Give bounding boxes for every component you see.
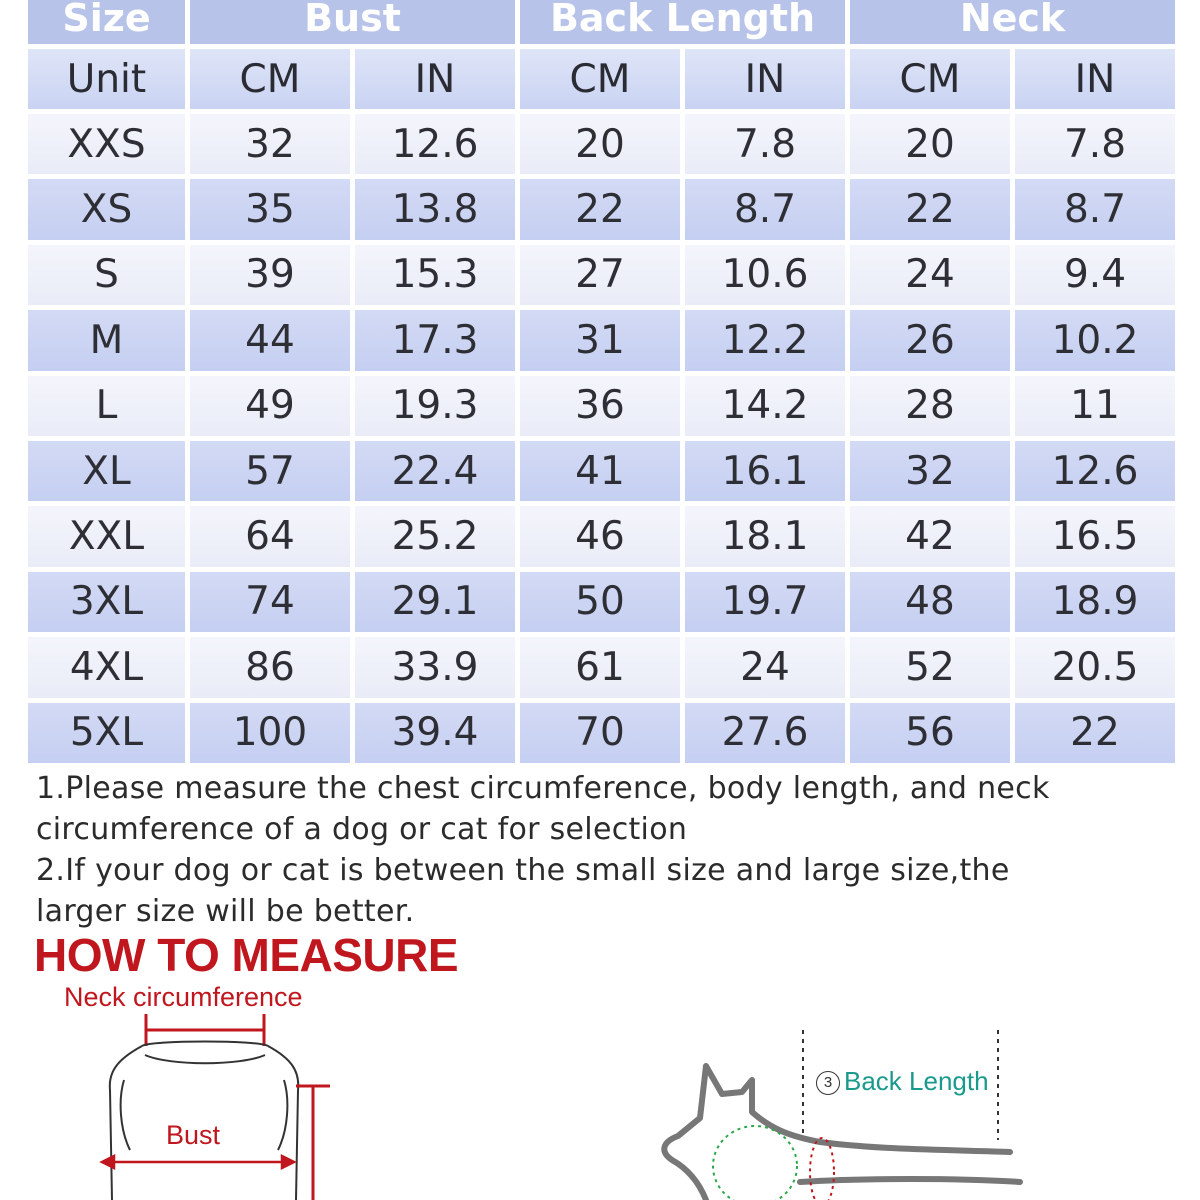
size-chart-table [28, 0, 1172, 768]
table-cell-bust-in: 15.3 [355, 245, 515, 305]
table-cell-back-in: 19.7 [685, 572, 845, 632]
table-cell-bust-in: 19.3 [355, 376, 515, 436]
bust-measure-arrow [102, 1156, 294, 1168]
table-cell-neck-cm: 32 [850, 441, 1010, 501]
table-cell-bust-in: 39.4 [355, 703, 515, 763]
table-cell-back-cm: 46 [520, 506, 680, 566]
table-cell-size: XS [28, 179, 185, 239]
table-cell-size: XXL [28, 506, 185, 566]
table-cell-size: XL [28, 441, 185, 501]
neck-loop-marker [713, 1126, 797, 1200]
header-bust: Bust [190, 0, 515, 44]
table-cell-bust-cm: 49 [190, 376, 350, 436]
unit-neck-in: IN [1015, 49, 1175, 109]
table-cell-neck-in: 20.5 [1015, 637, 1175, 697]
table-cell-size: S [28, 245, 185, 305]
size-notes [36, 768, 1156, 932]
table-cell-neck-in: 9.4 [1015, 245, 1175, 305]
header-neck: Neck [850, 0, 1175, 44]
table-cell-back-in: 18.1 [685, 506, 845, 566]
number-three-icon: 3 [816, 1071, 840, 1095]
table-cell-neck-in: 22 [1015, 703, 1175, 763]
table-cell-size: M [28, 310, 185, 370]
table-cell-bust-cm: 32 [190, 114, 350, 174]
table-cell-size: L [28, 376, 185, 436]
table-cell-neck-cm: 22 [850, 179, 1010, 239]
table-cell-size: 4XL [28, 637, 185, 697]
note-2-line-2: larger size will be better. [36, 894, 415, 929]
table-cell-back-cm: 36 [520, 376, 680, 436]
table-cell-bust-cm: 57 [190, 441, 350, 501]
table-cell-back-in: 10.6 [685, 245, 845, 305]
neck-circumference-label: Neck circumference [64, 982, 303, 1012]
table-cell-back-in: 12.2 [685, 310, 845, 370]
table-cell-neck-in: 11 [1015, 376, 1175, 436]
unit-bust-cm: CM [190, 49, 350, 109]
chest-loop-marker [810, 1138, 834, 1200]
table-cell-neck-cm: 20 [850, 114, 1010, 174]
table-cell-bust-cm: 86 [190, 637, 350, 697]
table-cell-bust-cm: 44 [190, 310, 350, 370]
unit-bust-in: IN [355, 49, 515, 109]
table-cell-bust-cm: 74 [190, 572, 350, 632]
table-cell-size: 3XL [28, 572, 185, 632]
length-measure-bracket [296, 1086, 330, 1200]
table-cell-back-in: 14.2 [685, 376, 845, 436]
header-back-length: Back Length [520, 0, 845, 44]
table-cell-bust-in: 33.9 [355, 637, 515, 697]
table-cell-neck-in: 7.8 [1015, 114, 1175, 174]
table-cell-bust-cm: 100 [190, 703, 350, 763]
table-cell-neck-cm: 48 [850, 572, 1010, 632]
table-cell-bust-in: 29.1 [355, 572, 515, 632]
table-cell-neck-cm: 26 [850, 310, 1010, 370]
table-cell-bust-in: 12.6 [355, 114, 515, 174]
table-cell-bust-cm: 35 [190, 179, 350, 239]
unit-neck-cm: CM [850, 49, 1010, 109]
table-cell-back-cm: 31 [520, 310, 680, 370]
table-cell-bust-in: 22.4 [355, 441, 515, 501]
table-cell-bust-cm: 64 [190, 506, 350, 566]
note-1-line-1: 1.Please measure the chest circumference, body length, and neck [36, 771, 1050, 806]
measure-diagram [0, 960, 1200, 1200]
table-cell-neck-in: 16.5 [1015, 506, 1175, 566]
table-cell-neck-in: 10.2 [1015, 310, 1175, 370]
note-2-line-1: 2.If your dog or cat is between the small size and large size,the [36, 853, 1010, 888]
note-1-line-2: circumference of a dog or cat for selection [36, 812, 688, 847]
table-cell-back-in: 24 [685, 637, 845, 697]
table-cell-back-cm: 61 [520, 637, 680, 697]
table-cell-neck-cm: 52 [850, 637, 1010, 697]
header-size: Size [28, 0, 185, 44]
table-cell-neck-cm: 28 [850, 376, 1010, 436]
table-cell-neck-cm: 56 [850, 703, 1010, 763]
table-cell-back-cm: 20 [520, 114, 680, 174]
table-cell-size: XXS [28, 114, 185, 174]
table-cell-neck-cm: 42 [850, 506, 1010, 566]
table-cell-back-cm: 22 [520, 179, 680, 239]
table-cell-back-cm: 50 [520, 572, 680, 632]
unit-label: Unit [28, 49, 185, 109]
table-cell-back-cm: 27 [520, 245, 680, 305]
table-cell-bust-in: 25.2 [355, 506, 515, 566]
table-cell-bust-in: 13.8 [355, 179, 515, 239]
how-to-measure-title: HOW TO MEASURE [34, 929, 459, 981]
table-cell-bust-in: 17.3 [355, 310, 515, 370]
table-cell-back-in: 16.1 [685, 441, 845, 501]
unit-back-in: IN [685, 49, 845, 109]
table-cell-back-in: 27.6 [685, 703, 845, 763]
bust-label: Bust [166, 1120, 221, 1150]
table-cell-neck-in: 18.9 [1015, 572, 1175, 632]
table-cell-neck-cm: 24 [850, 245, 1010, 305]
table-cell-bust-cm: 39 [190, 245, 350, 305]
unit-back-cm: CM [520, 49, 680, 109]
back-length-text: Back Length [844, 1066, 989, 1096]
table-cell-neck-in: 12.6 [1015, 441, 1175, 501]
back-length-label [816, 1066, 989, 1097]
table-cell-back-in: 8.7 [685, 179, 845, 239]
table-cell-back-cm: 70 [520, 703, 680, 763]
table-cell-back-in: 7.8 [685, 114, 845, 174]
table-cell-size: 5XL [28, 703, 185, 763]
table-cell-neck-in: 8.7 [1015, 179, 1175, 239]
table-cell-back-cm: 41 [520, 441, 680, 501]
